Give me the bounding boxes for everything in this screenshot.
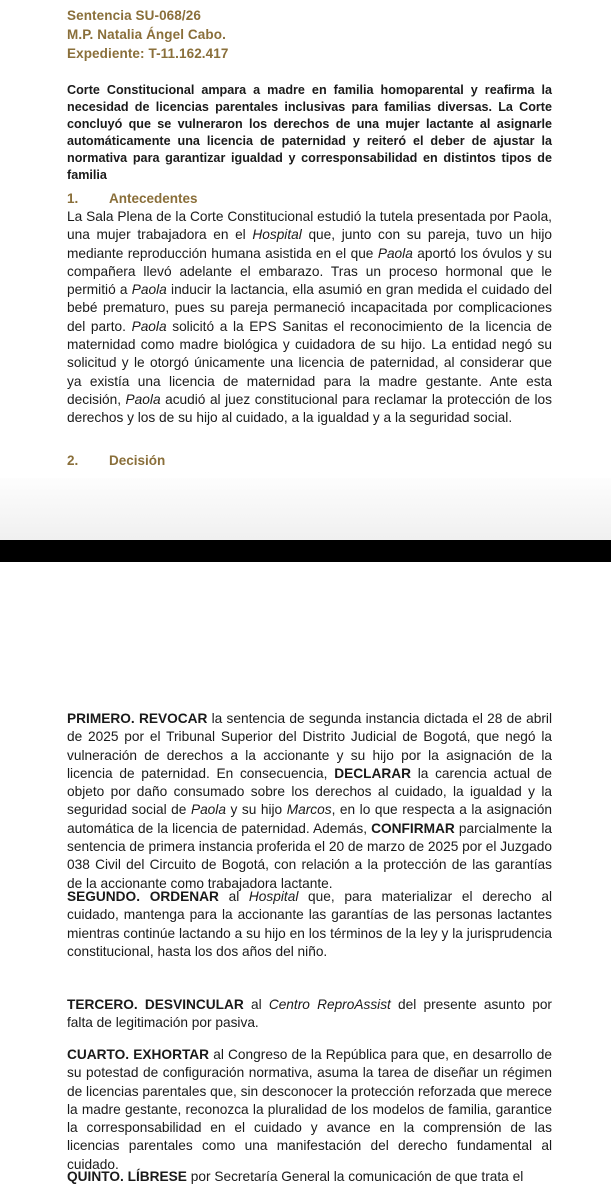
resolution-segundo: SEGUNDO. ORDENAR al Hospital que, para materializar el derecho al cuidado, mantenga para la accionante las garantías de las personas lactantes mientras continúe lactando a su hijo en los términos de la ley y la jurisprudencia constitucional, hasta los dos años del niño. (67, 889, 552, 959)
resolution-primero: PRIMERO. REVOCAR la sentencia de segunda instancia dictada el 28 de abril de 2025 por el Tribunal Superior del Distrito Judicial de Bogotá, que negó la vulneración de derechos a la accionante y su hijo por la asignación de la licencia de paternidad. En consecuencia, DECLARAR la carencia actual de objeto por daño consumado sobre los derechos al cuidado, la igualdad y la seguridad social de Paola y su hijo Marcos, en lo que respecta a la asignación automática de la licencia de paternidad. Además, CONFIRMAR parcialmente la sentencia de primera instancia proferida el 20 de marzo de 2025 por el Juzgado 038 Civil del Circuito de Bogotá, con relación a la protección de las garantías de la accionante como trabajadora lactante. (67, 711, 552, 891)
file-number: Expediente: T-11.162.417 (67, 46, 229, 61)
case-number: Sentencia SU-068/26 (67, 8, 201, 23)
resolution-cuarto: CUARTO. EXHORTAR al Congreso de la República para que, en desarrollo de su potestad de configuración normativa, asuma la tarea de diseñar un régimen de licencias parentales que, sin desconocer la protección reforzada que merece la madre gestante, reconozca la pluralidad de los modelos de familia, garantice la corresponsabilidad en el cuidado y avance en la comprensión de las licencias parentales como una manifestación del derecho fundamental al cuidado. (67, 1047, 552, 1172)
section-heading-antecedentes (67, 190, 552, 208)
magistrate-name: M.P. Natalia Ángel Cabo. (67, 27, 226, 42)
antecedentes-paragraph: La Sala Plena de la Corte Constitucional estudió la tutela presentada por Paola, una mujer trabajadora en el Hospital que, junto con su pareja, tuvo un hijo mediante reproducción humana asistida en el que Paola aportó los óvulos y su compañera llevó adelante el embarazo. Tras un proceso hormonal que le permitió a Paola inducir la lactancia, ella asumió en gran medida el cuidado del bebé prematuro, pues su pareja permaneció incapacitada por complicaciones del parto. Paola solicitó a la EPS Sanitas el reconocimiento de la licencia de maternidad como madre biológica y cuidadora de su hijo. La entidad negó su solicitud y le otorgó únicamente una licencia de paternidad, al considerar que ya existía una licencia de maternidad para la madre gestante. Ante esta decisión, Paola acudió al juez constitucional para reclamar la protección de los derechos y los de su hijo al cuidado, a la igualdad y a la seguridad social. (67, 209, 553, 426)
section-number: 2. (67, 453, 79, 468)
page-bottom-shading (0, 478, 611, 540)
resolution-tercero: TERCERO. DESVINCULAR al Centro ReproAssist del presente asunto por falta de legitimación por pasiva. (67, 997, 552, 1031)
section-heading-decision (67, 452, 552, 470)
section-number: 1. (67, 191, 79, 206)
document-page-2 (0, 562, 611, 1199)
document-page-1 (0, 0, 611, 540)
press-summary: Corte Constitucional ampara a madre en familia homoparental y reafirma la necesidad de licencias parentales inclusivas para familias diversas. La Corte concluyó que se vulneraron los derechos de una mujer lactante al asignarle automáticamente una licencia de paternidad y reiteró el deber de ajustar la normativa para garantizar igualdad y corresponsabilidad en distintos tipos de familia (67, 83, 552, 182)
page-divider (0, 540, 611, 562)
case-header (67, 6, 229, 63)
resolution-quinto: QUINTO. LÍBRESE por Secretaría General la comunicación de que trata el (67, 1169, 524, 1184)
section-title: Antecedentes (109, 191, 198, 206)
section-title: Decisión (109, 453, 166, 468)
